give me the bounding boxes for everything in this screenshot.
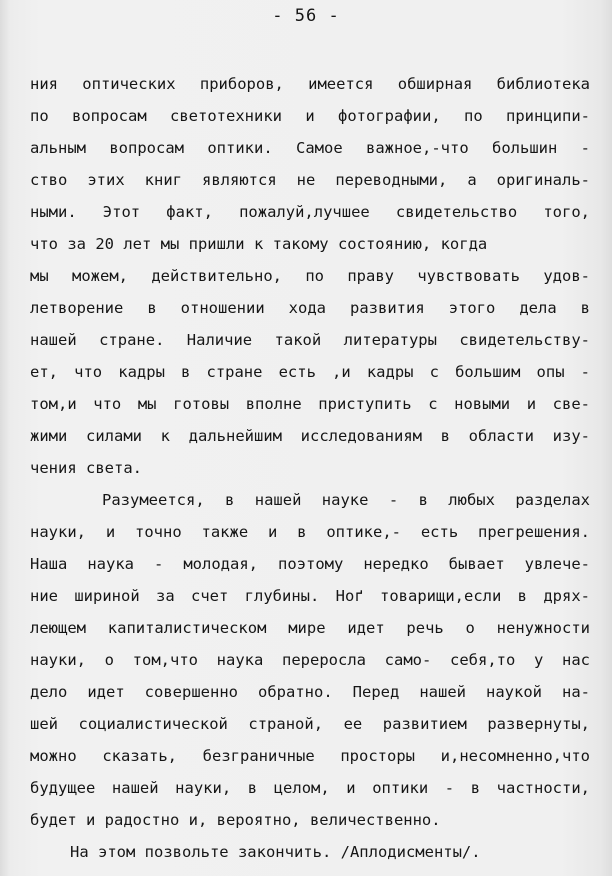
text-line: ние шириной за счет глубины. Ноґ товарищи,если в дрях- xyxy=(30,587,590,605)
text-line: альным вопросам оптики. Самое важное,-что большин - xyxy=(30,139,590,157)
page-number: - 56 - xyxy=(272,6,340,26)
text-line: науки, и точно также и в оптике,- есть прегрешения. xyxy=(30,523,590,541)
paragraph-2 xyxy=(30,484,590,836)
text-line: ния оптических приборов, имеется обширная библиотека xyxy=(30,75,590,93)
text-line: Наша наука - молодая, поэтому нередко бывает увлече- xyxy=(30,555,590,573)
text-line: ными. Этот факт, пожалуй,лучшее свидетельство того, xyxy=(30,203,590,221)
text-line: леющем капиталистическом мире идет речь о ненужности xyxy=(30,619,590,637)
text-line: науки, о том,что наука переросла само- себя,то у нас xyxy=(30,651,590,669)
text-line: по вопросам светотехники и фотографии, по принципи- xyxy=(30,107,590,125)
text-line: можно сказать, безграничные просторы и,несомненно,что xyxy=(30,747,590,765)
closing-line: На этом позвольте закончить. /Аплодисменты/. xyxy=(70,843,481,861)
text-line: мы можем, действительно, по праву чувствовать удов- xyxy=(30,267,590,285)
paragraph-3 xyxy=(30,836,590,868)
text-line: Разумеется, в нашей науке - в любых разделах xyxy=(102,491,590,509)
text-line: будущее нашей науки, в целом, и оптики - в частности, xyxy=(30,779,590,797)
text-line: летворение в отношении хода развития этого дела в xyxy=(30,299,590,317)
text-line: нашей стране. Наличие такой литературы свидетельству- xyxy=(30,331,590,349)
body-text xyxy=(30,68,590,868)
text-line: том,и что мы готовы вполне приступить с новыми и све- xyxy=(30,395,590,413)
text-line: дело идет совершенно обратно. Перед нашей наукой на- xyxy=(30,683,590,701)
text-line: ет, что кадры в стране есть ,и кадры с большим опы - xyxy=(30,363,590,381)
text-line: шей социалистической страной, ее развитием развернуты, xyxy=(30,715,590,733)
text-line: чения света. xyxy=(30,459,142,477)
paragraph-1 xyxy=(30,68,590,484)
text-line: ство этих книг являются не переводными, а оригиналь- xyxy=(30,171,590,189)
text-line: будет и радостно и, вероятно, величественно. xyxy=(30,811,441,829)
text-line: что за 20 лет мы пришли к такому состоянию, когда xyxy=(30,235,488,253)
text-line: жими силами к дальнейшим исследованиям в области изу- xyxy=(30,427,590,445)
